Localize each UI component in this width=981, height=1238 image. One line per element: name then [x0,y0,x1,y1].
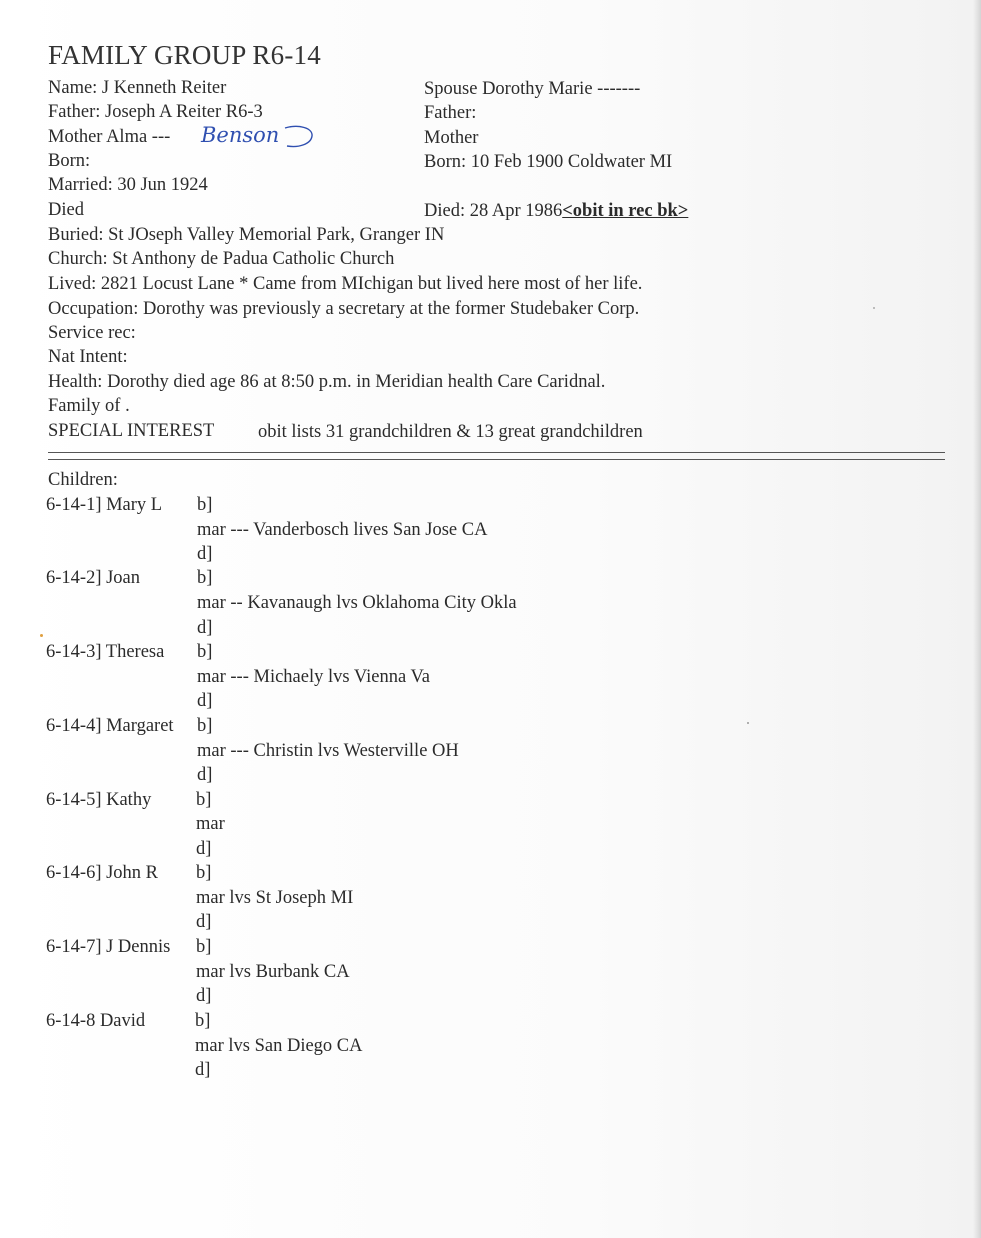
scan-edge-shadow [973,0,981,1238]
handwriting-flourish [285,126,312,146]
church-line: Church: St Anthony de Padua Catholic Church [48,249,395,269]
child-born: b] [197,642,213,662]
child-born: b] [196,790,212,810]
married-line: Married: 30 Jun 1924 [48,175,208,195]
child-died: d] [197,765,213,785]
child-marriage: mar lvs San Diego CA [195,1036,363,1056]
spouse-line: Spouse Dorothy Marie ------- [424,79,641,99]
child-marriage: mar --- Vanderbosch lives San Jose CA [197,520,488,540]
naturalization-intent-line: Nat Intent: [48,347,128,367]
child-died: d] [197,544,213,564]
scan-speck [40,634,43,637]
child-id: 6-14-5] Kathy [46,790,152,810]
spouse-died-line [424,200,688,222]
child-born: b] [197,716,213,736]
child-born: b] [197,568,213,588]
child-born: b] [195,1011,211,1031]
name-line: Name: J Kenneth Reiter [48,78,227,98]
child-marriage: mar lvs St Joseph MI [196,888,354,908]
child-id: 6-14-2] Joan [46,568,141,588]
spouse-father-line: Father: [424,103,477,123]
page-title: FAMILY GROUP R6-14 [48,40,321,70]
child-died: d] [195,1060,211,1080]
lived-line: Lived: 2821 Locust Lane * Came from MIchigan but lived here most of her life. [48,274,643,294]
father-line: Father: Joseph A Reiter R6-3 [48,102,263,122]
child-died: d] [196,912,212,932]
child-died: d] [196,839,212,859]
obit-reference-link[interactable]: <obit in rec bk> [562,201,689,221]
child-marriage: mar -- Kavanaugh lvs Oklahoma City Okla [197,593,517,613]
scan-speck [747,722,749,724]
spouse-died-text: Died: 28 Apr 1986 [424,201,563,221]
double-rule-separator [48,452,945,460]
family-of-line: Family of . [48,396,130,416]
born-line: Born: [48,151,91,171]
child-died: d] [197,691,213,711]
child-id: 6-14-7] J Dennis [46,937,171,957]
child-id: 6-14-4] Margaret [46,716,174,736]
child-id: 6-14-3] Theresa [46,642,165,662]
health-line: Health: Dorothy died age 86 at 8:50 p.m. in Meridian health Care Caridnal. [48,372,606,392]
special-interest-label: SPECIAL INTEREST [48,421,215,441]
child-born: b] [196,863,212,883]
children-heading: Children: [48,470,118,490]
buried-line: Buried: St JOseph Valley Memorial Park, Granger IN [48,225,445,245]
child-marriage: mar --- Michaely lvs Vienna Va [197,667,430,687]
child-marriage: mar --- Christin lvs Westerville OH [197,741,459,761]
child-died: d] [197,618,213,638]
spouse-born-line: Born: 10 Feb 1900 Coldwater MI [424,152,673,172]
scan-speck [873,307,875,309]
child-id: 6-14-1] Mary L [46,495,163,515]
child-died: d] [196,986,212,1006]
child-born: b] [196,937,212,957]
special-interest-text: obit lists 31 grandchildren & 13 great grandchildren [258,422,643,442]
handwritten-surname-text: Benson [201,123,280,147]
occupation-line: Occupation: Dorothy was previously a secretary at the former Studebaker Corp. [48,299,640,319]
child-marriage: mar lvs Burbank CA [196,962,350,982]
mother-line: Mother Alma --- [48,127,171,147]
service-record-line: Service rec: [48,323,136,343]
handwritten-surname-annotation [199,118,319,154]
spouse-mother-line: Mother [424,128,479,148]
child-marriage: mar [196,814,225,834]
child-born: b] [197,495,213,515]
child-id: 6-14-8 David [46,1011,146,1031]
died-line: Died [48,200,84,220]
child-id: 6-14-6] John R [46,863,159,883]
